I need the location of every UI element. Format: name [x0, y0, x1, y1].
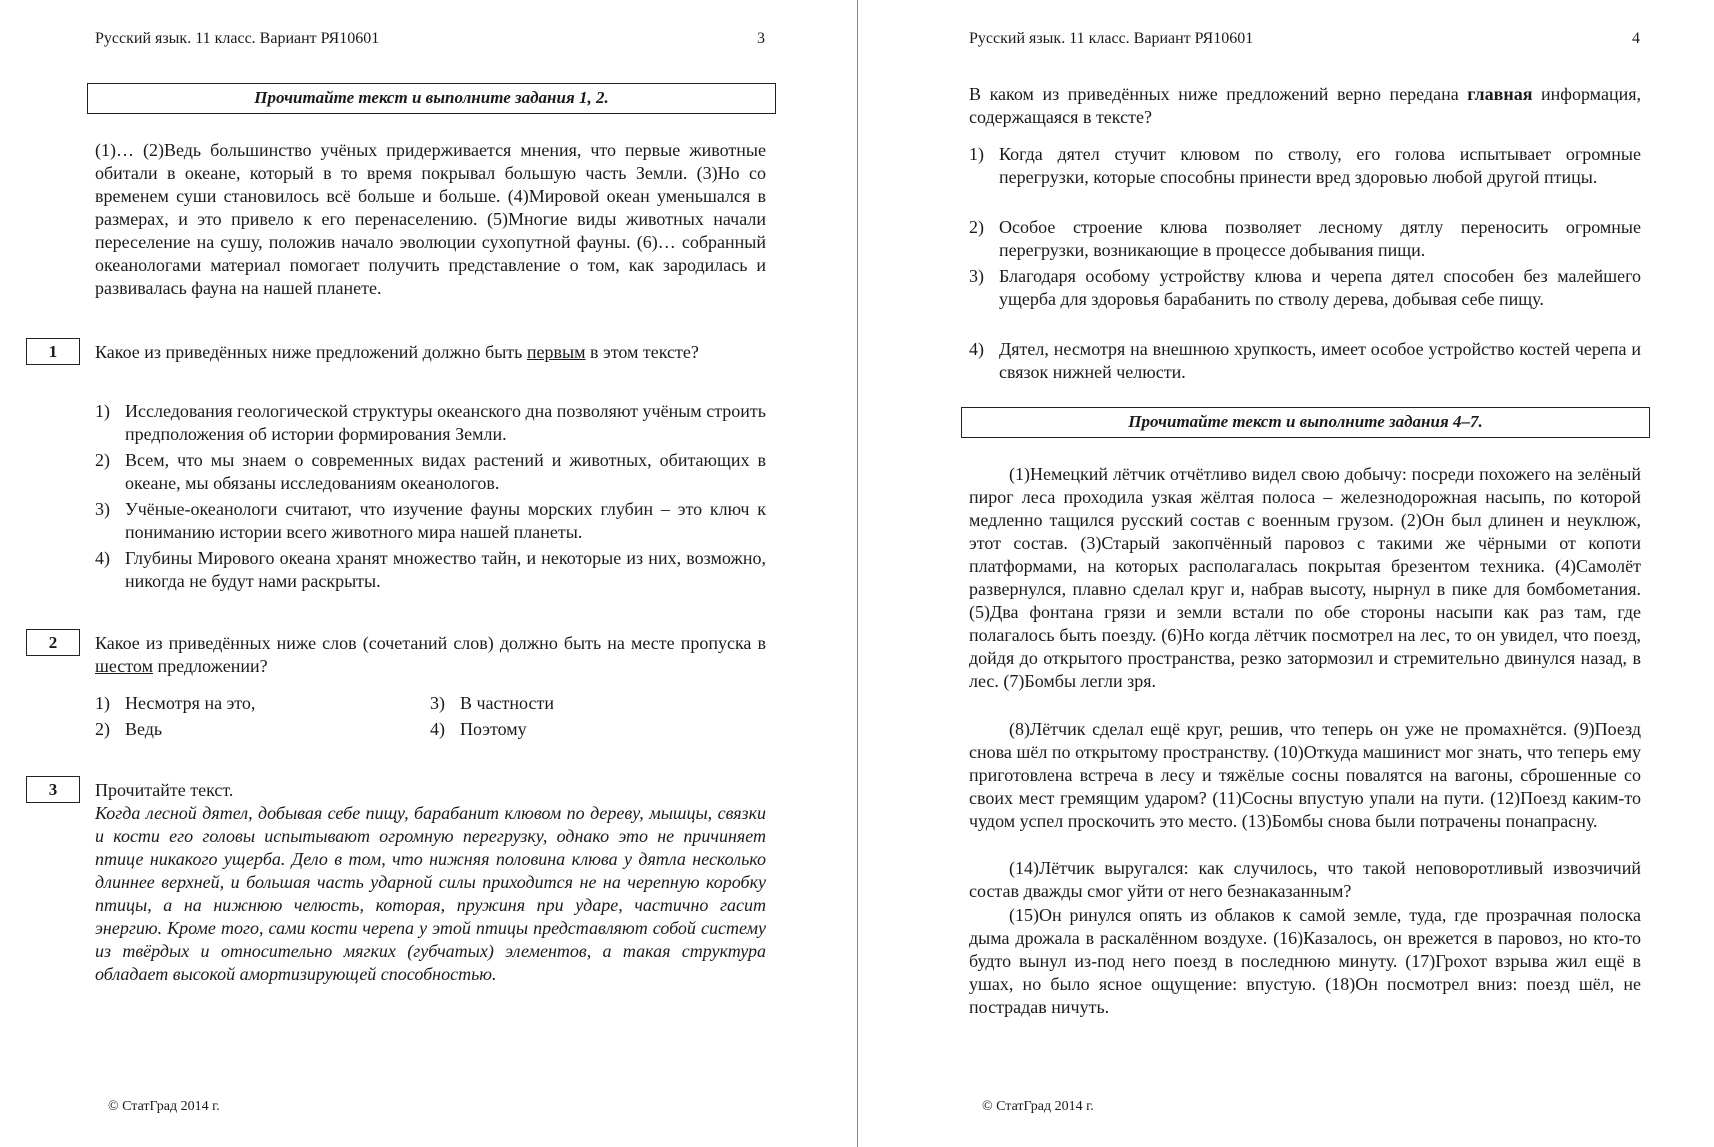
q2-option-1: 1) Несмотря на это, — [95, 693, 256, 713]
q1-option-4: 4) Глубины Мирового океана хранят множество тайн, и некоторые из них, возможно, никогда не будут нами раскрыты. — [95, 548, 766, 591]
question-3-prompt: В каком из приведённых ниже предложений верно передана главная информация, содержащаяся в тексте? — [969, 84, 1641, 127]
page-number: 3 — [757, 30, 765, 47]
story-paragraph-2: (8)Лётчик сделал ещё круг, решив, что теперь он уже не промахнётся. (9)Поезд снова шёл по открытому пространству. (10)Откуда машинист мог знать, что теперь ему приготовлена встреча в лесу и тяжёлые сосны повалятся на вагоны, сброшенные со своих мест гремящим ударом? (11)Сосны впустую упали на пути. (12)Поезд каким-то чудом успел проскочить это место. (13)Бомбы снова были потрачены понапрасну. — [969, 719, 1641, 831]
q1-option-3: 3) Учёные-океанологи считают, что изучение фауны морских глубин – это ключ к пониманию истории всего животного мира нашей планеты. — [95, 499, 766, 542]
header-title: Русский язык. 11 класс. Вариант РЯ10601 — [969, 30, 1254, 47]
task-number-2: 2 — [26, 629, 80, 656]
bold-word: главная — [1467, 84, 1533, 104]
q2-option-2: 2) Ведь — [95, 719, 163, 739]
q1-option-2: 2) Всем, что мы знаем о современных видах растений и животных, обитающих в океане, мы обязаны исследованиям океанологов. — [95, 450, 766, 493]
question-2: Какое из приведённых ниже слов (сочетаний слов) должно быть на месте пропуска в шестом предложении? — [95, 633, 766, 676]
q3-option-1: 1) Когда дятел стучит клювом по стволу, его голова испытывает огромные перегрузки, которые способны принести вред здоровью любой другой птицы. — [969, 144, 1641, 187]
q3-option-3: 3) Благодаря особому устройству клюва и черепа дятел способен без малейшего ущерба для здоровья барабанить по стволу дерева, добывая себе пищу. — [969, 266, 1641, 309]
underlined-word: шестом — [95, 656, 153, 676]
q3-option-4: 4) Дятел, несмотря на внешнюю хрупкость, имеет особое устройство костей черепа и связок нижней челюсти. — [969, 339, 1641, 382]
footer-copyright: © СтатГрад 2014 г. — [108, 1099, 220, 1114]
question-3-intro: Прочитайте текст. — [95, 780, 234, 800]
question-3-text: Когда лесной дятел, добывая себе пищу, барабанит клювом по дереву, мышцы, связки и кости его головы испытывают огромную перегрузку, однако это не причиняет птице никакого ущерба. Дело в том, что нижняя половина клюва у дятла несколько длиннее верхней, и большая часть ударной силы приходится не на черепную коробку птицы, а на нижнюю челюсть, которая, пружиня при ударе, частично гасит энергию. Кроме того, сами кости черепа у этой птицы представляют собой систему из твёрдых и относительно мягких (губчатых) элементов, а такая структура обладает высокой амортизирующей способностью. — [95, 803, 766, 984]
q2-option-4: 4) Поэтому — [430, 719, 527, 739]
story-paragraph-4: (15)Он ринулся опять из облаков к самой земле, туда, где прозрачная полоска дыма дрожала в раскалённом воздухе. (16)Казалось, он врежется в паровоз, но кто-то будто вынул из-под него поезд в последнюю минуту. (17)Грохот взрыва жил ещё в ушах, но было ясное ощущение: впустую. (18)Он посмотрел вниз: поезд шёл, не пострадав ничуть. — [969, 905, 1641, 1017]
q1-option-1: 1) Исследования геологической структуры океанского дна позволяют учёным строить предположения об истории формирования Земли. — [95, 401, 766, 444]
task-number-1: 1 — [26, 338, 80, 365]
q2-option-3: 3) В частности — [430, 693, 554, 713]
page-number: 4 — [1632, 30, 1640, 47]
right-page — [858, 0, 1714, 1147]
question-1: Какое из приведённых ниже предложений должно быть первым в этом тексте? — [95, 342, 699, 362]
task-instruction-box: Прочитайте текст и выполните задания 4–7. — [961, 407, 1650, 438]
source-text: (1)… (2)Ведь большинство учёных придерживается мнения, что первые животные обитали в океане, который в то время покрывал большую часть Земли. (3)Но со временем суши становилось всё больше и больше. (4)Мировой океан уменьшался в размерах, и это привело к его перенаселению. (5)Многие виды животных начали переселение на сушу, положив начало эволюции сухопутной фауны. (6)… собранный океанологами материал помогает получить представление о том, как зародилась и развивалась фауна на нашей планете. — [95, 140, 766, 298]
underlined-word: первым — [526, 342, 586, 362]
task-instruction-box: Прочитайте текст и выполните задания 1, 2. — [87, 83, 776, 114]
q3-option-2: 2) Особое строение клюва позволяет лесному дятлу переносить огромные перегрузки, возникающие в процессе добывания пищи. — [969, 217, 1641, 260]
story-paragraph-3: (14)Лётчик выругался: как случилось, что такой неповоротливый извозчичий состав дважды смог уйти от него безнаказанным? — [969, 858, 1641, 901]
story-paragraph-1: (1)Немецкий лётчик отчётливо видел свою добычу: посреди похожего на зелёный пирог леса проходила узкая жёлтая полоса – железнодорожная насыпь, по которой медленно тащился русский состав с военным грузом. (2)Он был длинен и неуклюж, этот состав. (3)Старый закопчённый паровоз с такими же чёрными от копоти платформами, на которых располагалась покрытая брезентом техника. (4)Самолёт развернулся, плавно сделал круг и, набрав высоту, нырнул в пике для бомбометания. (5)Два фонтана грязи и земли встали по обе стороны насыпи как раз там, где полагалось быть поезду. (6)Но когда лётчик посмотрел на лес, то он увидел, что поезд, дойдя до открытого пространства, резко затормозил и стремительно двинулся назад, в лес. (7)Бомбы легли зря. — [969, 464, 1641, 691]
header-title: Русский язык. 11 класс. Вариант РЯ10601 — [95, 30, 380, 47]
task-number-3: 3 — [26, 776, 80, 803]
footer-copyright: © СтатГрад 2014 г. — [982, 1099, 1094, 1114]
